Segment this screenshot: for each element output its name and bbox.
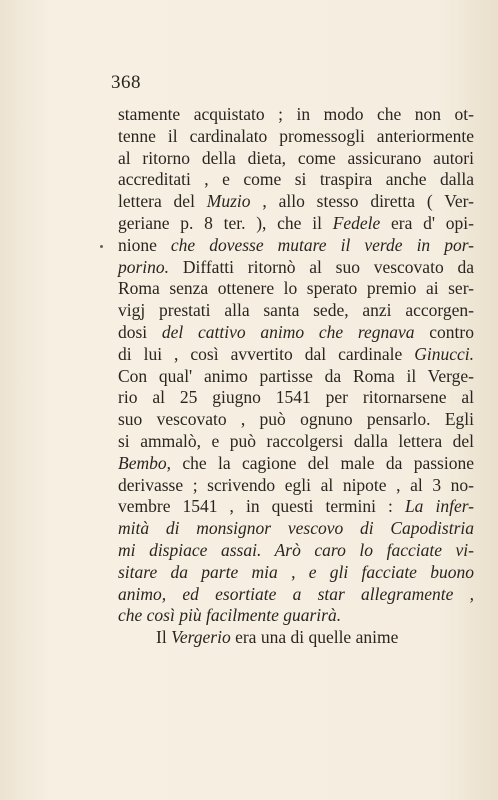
page-number: 368: [111, 72, 141, 93]
text-segment: geriane p. 8 ter. ), che il: [118, 212, 333, 233]
text-line: [118, 409, 474, 431]
italic-text: del cattivo animo che regnava: [161, 321, 415, 342]
italic-text: Vergerio: [171, 627, 231, 648]
text-line: [118, 257, 474, 279]
text-segment: tenne il cardinalato promessogli anteriormente: [118, 125, 474, 146]
text-line: [118, 605, 474, 627]
text-segment: lettera del: [118, 191, 207, 212]
text-segment: Il: [156, 627, 172, 648]
italic-text: che dovesse mutare il verde in por-: [170, 234, 474, 255]
text-line: [118, 148, 474, 170]
text-segment: , allo stesso diretta ( Ver-: [250, 191, 474, 212]
italic-text: sitare da parte mia , e gli facciate buono: [118, 561, 474, 582]
text-segment: al ritorno della dieta, come assicurano autori: [118, 147, 474, 168]
text-line: [118, 169, 474, 191]
italic-text: Ginucci.: [414, 343, 474, 364]
text-segment: vigj prestati alla santa sede, anzi accorgen-: [118, 300, 474, 321]
text-segment: contro: [414, 321, 474, 342]
text-segment: nione: [118, 234, 171, 255]
text-segment: era d' opi-: [380, 212, 474, 233]
text-line: [118, 627, 474, 649]
text-segment: suo vescovato , può ognuno pensarlo. Egli: [118, 409, 474, 430]
italic-text: mi dispiace assai. Arò caro lo facciate vi-: [118, 539, 474, 560]
text-line: [118, 104, 474, 126]
text-segment: derivasse ; scrivendo egli al nipote , al 3 no-: [118, 474, 474, 495]
text-segment: stamente acquistato ; in modo che non ot-: [118, 104, 474, 124]
text-line: [118, 191, 474, 213]
italic-text: Muzio: [206, 191, 251, 212]
text-line: [118, 344, 474, 366]
italic-text: animo, ed esortiate a star allegramente ,: [118, 583, 474, 604]
italic-text: porino.: [118, 256, 170, 277]
italic-text: Fedele: [332, 212, 381, 233]
text-line: [118, 562, 474, 584]
body-text: [118, 104, 474, 649]
italic-text: mità di monsignor vescovo di Capodistria: [118, 518, 474, 539]
text-line: [118, 584, 474, 606]
text-line: [118, 366, 474, 388]
text-segment: vembre 1541 , in questi termini :: [118, 496, 405, 517]
text-line: [118, 453, 474, 475]
text-segment: Diffatti ritornò al suo vescovato da: [169, 256, 474, 277]
italic-text: La infer-: [404, 496, 475, 517]
text-line: [118, 322, 474, 344]
text-segment: , che la cagione del male da passione: [166, 452, 474, 473]
text-line: [118, 300, 474, 322]
text-line: [118, 213, 474, 235]
text-line: [118, 387, 474, 409]
text-segment: Roma senza ottenere lo sperato premio ai ser-: [118, 278, 474, 299]
text-line: [118, 518, 474, 540]
text-line: [118, 496, 474, 518]
text-segment: era una di quelle anime: [230, 627, 399, 648]
text-segment: rio al 25 giugno 1541 per ritornarsene al: [118, 387, 474, 408]
text-line: [118, 278, 474, 300]
text-line: [102, 235, 474, 257]
text-line: [118, 540, 474, 562]
italic-text: Bembo: [118, 452, 167, 473]
text-segment: dosi: [118, 321, 162, 342]
text-line: [118, 431, 474, 453]
text-segment: Con qual' animo partisse da Roma il Verge-: [118, 365, 474, 386]
text-segment: si ammalò, e può raccolgersi dalla lettera del: [118, 430, 474, 451]
text-segment: di lui , così avvertito dal cardinale: [118, 343, 415, 364]
text-segment: accreditati , e come si traspira anche dalla: [118, 169, 474, 190]
text-line: [118, 475, 474, 497]
italic-text: che così più facilmente guarirà.: [118, 605, 342, 626]
text-line: [118, 126, 474, 148]
